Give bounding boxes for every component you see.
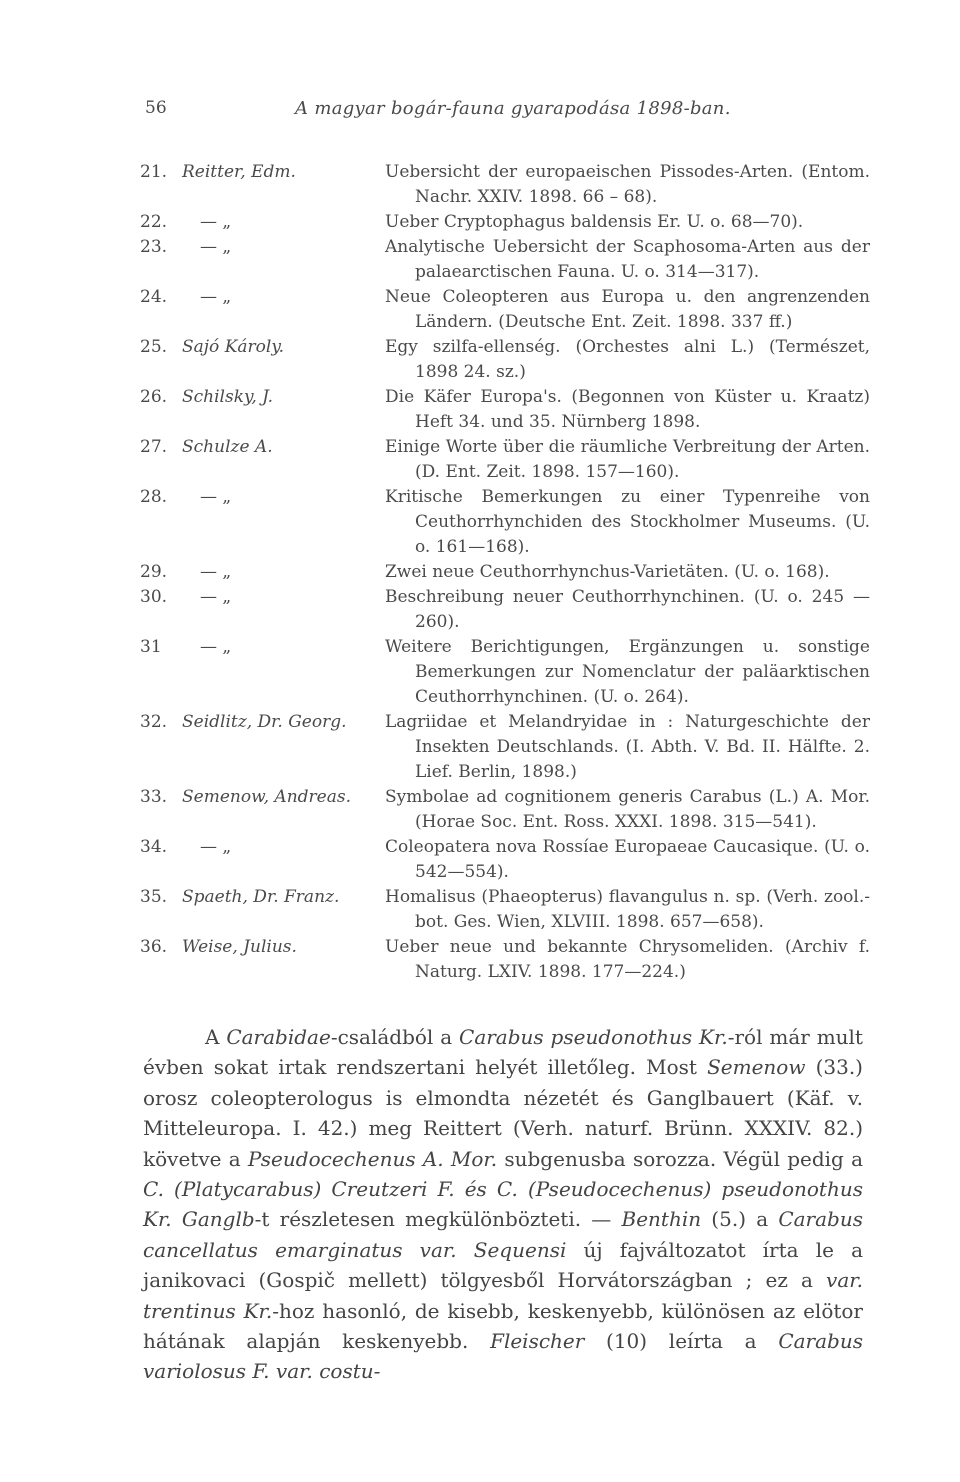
entry-number: 32.: [140, 712, 168, 732]
entry-title: Beschreibung neuer Ceuthorrhynchinen. (U. o. 245 —260).: [385, 587, 870, 632]
entry-title: Weitere Berichtigungen, Ergänzungen u. sonstige Bemerkungen zur Nomenclatur der paläarktischen Ceuthorrhynchinen. (U. o. 264).: [385, 637, 870, 707]
entry-author: Schilsky, J.: [182, 387, 274, 407]
entry-title: Ueber neue und bekannte Chrysomeliden. (Archiv f. Naturg. LXIV. 1898. 177—224.): [385, 937, 870, 982]
entry-title: Einige Worte über die räumliche Verbreitung der Arten. (D. Ent. Zeit. 1898. 157—160).: [385, 437, 870, 482]
entry-author: Seidlitz, Dr. Georg.: [182, 712, 347, 732]
entry-number: 21.: [140, 162, 168, 182]
ditto-mark: — „: [200, 487, 232, 507]
entry-title: Neue Coleopteren aus Europa u. den angrenzenden Ländern. (Deutsche Ent. Zeit. 1898. 337 ff.): [385, 287, 870, 332]
entry-number: 25.: [140, 337, 168, 357]
entry-title: Lagriidae et Melandryidae in : Naturgeschichte der Insekten Deutschlands. (I. Abth. V. Bd. II. Hälfte. 2. Lief. Berlin, 1898.): [385, 712, 870, 782]
bibliography-entry: [140, 635, 870, 710]
ditto-mark: — „: [200, 237, 232, 257]
entry-title: Kritische Bemerkungen zu einer Typenreihe von Ceuthorrhynchiden des Stockholmer Museums. (U. o. 161—168).: [385, 487, 870, 557]
body-paragraph: A Carabidae-családból a Carabus pseudonothus Kr.-ról már mult évben sokat irtak rendszertani helyét illetőleg. Most Semenow (33.) orosz coleopterologus is elmondta nézetét és Ganglbauert (Käf. v. Mitteleuropa. I. 42.) meg Reittert (Verh. naturf. Brünn. XXXIV. 82.) követve a Pseudocechenus A. Mor. subgenusba sorozza. Végül pedig a C. (Platycarabus) Creutzeri F. és C. (Pseudocechenus) pseudonothus Kr. Ganglb-t részletesen megkülönbözteti. — Benthin (5.) a Carabus cancellatus emarginatus var. Sequensi új fajváltozatot írta le a janikovaci (Gospič mellett) tölgyesből Horvátországban ; ez a var. trentinus Kr.-hoz hasonló, de kisebb, keskenyebb, különösen az elötor hátának alapján keskenyebb. Fleischer (10) leírta a Carabus variolosus F. var. costu-: [143, 1025, 864, 1384]
entry-author: Semenow, Andreas.: [182, 787, 351, 807]
entry-title: Die Käfer Europa's. (Begonnen von Küster u. Kraatz) Heft 34. und 35. Nürnberg 1898.: [385, 387, 870, 432]
entry-number: 35.: [140, 887, 168, 907]
entry-number: 24.: [140, 287, 168, 307]
ditto-mark: — „: [200, 212, 232, 232]
bibliography-entry: [140, 160, 870, 210]
entry-title: Homalisus (Phaeopterus) flavangulus n. sp. (Verh. zool.-bot. Ges. Wien, XLVIII. 1898. 657—658).: [385, 887, 870, 932]
bibliography-entry: [140, 710, 870, 785]
ditto-mark: — „: [200, 587, 232, 607]
bibliography-entry: [140, 385, 870, 435]
entry-number: 31: [140, 637, 162, 657]
bibliography-entry: [140, 485, 870, 560]
entry-title: Egy szilfa-ellenség. (Orchestes alni L.) (Természet, 1898 24. sz.): [385, 337, 870, 382]
entry-number: 36.: [140, 937, 168, 957]
entry-author: Spaeth, Dr. Franz.: [182, 887, 340, 907]
entry-number: 28.: [140, 487, 168, 507]
entry-number: 22.: [140, 212, 168, 232]
entry-number: 30.: [140, 587, 168, 607]
entry-number: 33.: [140, 787, 168, 807]
bibliography-entry: [140, 785, 870, 835]
entry-author: Weise, Julius.: [182, 937, 297, 957]
running-title: A magyar bogár-fauna gyarapodása 1898-ban.: [295, 98, 731, 119]
bibliography-entry: [140, 835, 870, 885]
bibliography-entry: [140, 210, 870, 235]
entry-number: 34.: [140, 837, 168, 857]
bibliography-entry: [140, 935, 870, 985]
ditto-mark: — „: [200, 637, 232, 657]
entry-author: Reitter, Edm.: [182, 162, 296, 182]
ditto-mark: — „: [200, 837, 232, 857]
bibliography-entry: [140, 885, 870, 935]
bibliography-list: [140, 160, 870, 985]
bibliography-entry: [140, 435, 870, 485]
entry-author: Sajó Károly.: [182, 337, 285, 357]
entry-number: 23.: [140, 237, 168, 257]
page-number: 56: [145, 98, 167, 118]
entry-title: Uebersicht der europaeischen Pissodes-Arten. (Entom. Nachr. XXIV. 1898. 66 – 68).: [385, 162, 870, 207]
entry-title: Analytische Uebersicht der Scaphosoma-Arten aus der palaearctischen Fauna. U. o. 314—317).: [385, 237, 870, 282]
entry-author: Schulze A.: [182, 437, 273, 457]
entry-title: Ueber Cryptophagus baldensis Er. U. o. 68—70).: [385, 212, 804, 232]
bibliography-entry: [140, 560, 870, 585]
bibliography-entry: [140, 235, 870, 285]
entry-title: Coleopatera nova Rossíae Europaeae Caucasique. (U. o. 542—554).: [385, 837, 870, 882]
bibliography-entry: [140, 585, 870, 635]
entry-number: 27.: [140, 437, 168, 457]
bibliography-entry: [140, 335, 870, 385]
page-header: [145, 98, 865, 126]
ditto-mark: — „: [200, 287, 232, 307]
entry-title: Symbolae ad cognitionem generis Carabus (L.) A. Mor. (Horae Soc. Ent. Ross. XXXI. 1898. 315—541).: [385, 787, 870, 832]
entry-number: 26.: [140, 387, 168, 407]
bibliography-entry: [140, 285, 870, 335]
entry-title: Zwei neue Ceuthorrhynchus-Varietäten. (U. o. 168).: [385, 562, 830, 582]
ditto-mark: — „: [200, 562, 232, 582]
entry-number: 29.: [140, 562, 168, 582]
